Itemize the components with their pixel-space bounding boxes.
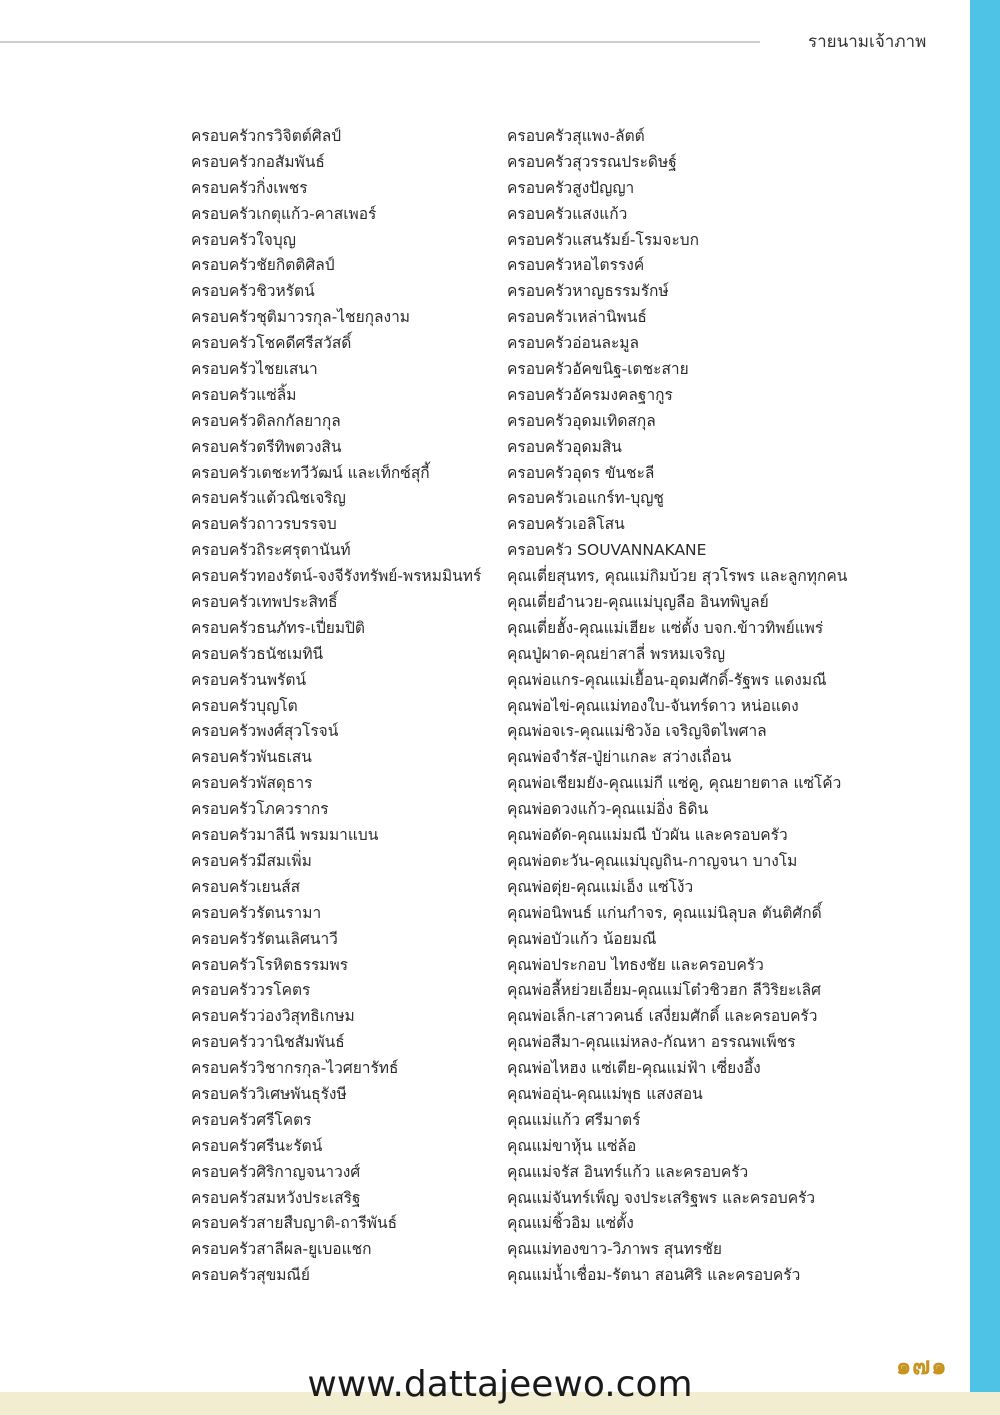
list-item: ครอบครัวสูงปัญญา bbox=[507, 178, 635, 197]
list-item: คุณพ่ออุ่น-คุณแม่พุธ แสงสอน bbox=[507, 1084, 703, 1103]
list-item: ครอบครัวอัคขนิฐ-เตชะสาย bbox=[507, 360, 689, 379]
list-item: ครอบครัวพันธเสน bbox=[191, 748, 312, 767]
list-item: ครอบครัววานิชสัมพันธ์ bbox=[191, 1033, 345, 1052]
list-item: ครอบครัวเยนส์ส bbox=[191, 877, 301, 896]
list-item: ครอบครัวกรวิจิตต์ศิลป์ bbox=[191, 127, 342, 145]
list-item: ครอบครัวชิวหรัตน์ bbox=[191, 282, 315, 301]
list-item: ครอบครัวเอลิโสน bbox=[507, 515, 625, 534]
list-item: คุณแม่ทองขาว-วิภาพร สุนทรชัย bbox=[507, 1240, 722, 1259]
list-item: ครอบครัวเทพประสิทธิ์ bbox=[191, 593, 338, 612]
list-item: ครอบครัวอุดมสิน bbox=[507, 437, 622, 456]
list-item: คุณแม่จรัส อินทร์แก้ว และครอบครัว bbox=[507, 1162, 749, 1181]
list-item: ครอบครัวตรีทิพตวงสิน bbox=[191, 437, 342, 456]
list-item: คุณพ่อจเร-คุณแม่ชิวง้อ เจริญจิตไพศาล bbox=[507, 722, 767, 741]
list-item: คุณเตี่ยอำนวย-คุณแม่บุญลือ อินทพิบูลย์ bbox=[507, 593, 769, 612]
list-item: ครอบครัวธนัชเมทินี bbox=[191, 644, 324, 663]
list-item: ครอบครัววิเศษพันธุรังษี bbox=[191, 1084, 347, 1103]
list-item: ครอบครัววรโคตร bbox=[191, 981, 311, 1000]
list-item: ครอบครัวศรีนะรัตน์ bbox=[191, 1136, 323, 1155]
list-item: ครอบครัวแซ่ลิ้ม bbox=[191, 385, 297, 404]
list-item: ครอบครัวบุญโต bbox=[191, 696, 298, 715]
list-item: ครอบครัวอ่อนละมูล bbox=[507, 334, 639, 353]
list-item: ครอบครัวอุดร ขันชะลี bbox=[507, 463, 655, 482]
list-item: คุณพ่อเล็ก-เสาวคนธ์ เสงี่ยมศักดิ์ และครอบครัว bbox=[507, 1007, 818, 1026]
list-item: คุณพ่อบัวแก้ว น้อยมณี bbox=[507, 929, 657, 948]
list-item: ครอบครัวว่องวิสุทธิเกษม bbox=[191, 1007, 355, 1026]
list-item: ครอบครัววิชากรกุล-ไวศยารัทธ์ bbox=[191, 1059, 399, 1078]
list-item: ครอบครัวแต้วณิชเจริญ bbox=[191, 489, 346, 508]
list-item: ครอบครัวสุแพง-ลัตต์ bbox=[507, 127, 645, 145]
right-name-list bbox=[507, 124, 947, 1289]
list-item: คุณปู่ผาด-คุณย่าสาลี่ พรหมเจริญ bbox=[507, 644, 726, 663]
list-item: ครอบครัวแสงแก้ว bbox=[507, 204, 628, 223]
list-item: ครอบครัวศรีโคตร bbox=[191, 1110, 312, 1129]
list-item: คุณเตี่ยสุนทร, คุณแม่กิมบ้วย สุวโรพร และลูกทุกคน bbox=[507, 567, 848, 586]
list-item: คุณพ่อตุ่ย-คุณแม่เอ็ง แซ่โง้ว bbox=[507, 877, 694, 896]
list-item: ครอบครัวสายสืบญาติ-ถารีพันธ์ bbox=[191, 1214, 398, 1233]
list-item: ครอบครัวกิ่งเพชร bbox=[191, 178, 308, 197]
list-item: ครอบครัวพงศ์สุวโรจน์ bbox=[191, 722, 339, 741]
header-divider bbox=[0, 41, 760, 43]
list-item: คุณแม่ขาหุ้น แซ่ล้อ bbox=[507, 1136, 637, 1155]
list-item: ครอบครัวเหล่านิพนธ์ bbox=[507, 308, 647, 327]
list-item: ครอบครัวดิลกกัลยากุล bbox=[191, 411, 341, 430]
list-item: ครอบครัวธนภัทร-เปี่ยมปิติ bbox=[191, 618, 365, 637]
list-item: ครอบครัวใจบุญ bbox=[191, 230, 296, 249]
list-item: ครอบครัวสาลีผล-ยูเบอแชก bbox=[191, 1240, 372, 1259]
list-item: ครอบครัวรัตนเลิศนาวี bbox=[191, 929, 338, 948]
list-item: คุณพ่อดวงแก้ว-คุณแม่อิ่ง ธิดิน bbox=[507, 800, 709, 819]
list-item: ครอบครัวเกตุแก้ว-คาสเพอร์ bbox=[191, 204, 377, 223]
list-item: ครอบครัวอัครมงคลฐากูร bbox=[507, 385, 673, 404]
list-item: ครอบครัวชัยกิตติศิลป์ bbox=[191, 256, 335, 275]
list-item: ครอบครัวโภควรากร bbox=[191, 800, 329, 819]
list-item: คุณพ่อลี้หย่วยเอี่ยม-คุณแม่โต๋วชิวฮก ลีวิริยะเลิศ bbox=[507, 981, 821, 1000]
list-item: คุณพ่อจำรัส-ปู่ย่าแกละ สว่างเถื่อน bbox=[507, 748, 732, 767]
list-item: คุณแม่จันทร์เพ็ญ จงประเสริฐพร และครอบครัว bbox=[507, 1188, 816, 1207]
list-item: คุณพ่อตะวัน-คุณแม่บุญถิน-กาญจนา บางโม bbox=[507, 851, 798, 870]
list-item: คุณพ่อนิพนธ์ แก่นกำจร, คุณแม่นิลุบล ตันติศักดิ์ bbox=[507, 903, 822, 922]
side-accent-bar bbox=[970, 0, 1000, 1392]
list-item: คุณแม่น้ำเชื่อม-รัตนา สอนศิริ และครอบครัว bbox=[507, 1266, 801, 1285]
list-item: ครอบครัวไชยเสนา bbox=[191, 360, 318, 379]
list-item: ครอบครัวแสนรัมย์-โรมจะบก bbox=[507, 230, 700, 249]
list-item: ครอบครัวมีสมเพิ่ม bbox=[191, 851, 312, 870]
list-item: ครอบครัว SOUVANNAKANE bbox=[507, 541, 707, 560]
website-watermark: www.dattajeewo.com bbox=[307, 1364, 693, 1405]
list-item: ครอบครัวชุติมาวรกุล-ไชยกุลงาม bbox=[191, 308, 411, 327]
list-item: ครอบครัวกอสัมพันธ์ bbox=[191, 152, 325, 171]
list-item: คุณพ่อประกอบ ไทธงชัย และครอบครัว bbox=[507, 955, 764, 974]
list-item: ครอบครัวเอแกร์ท-บุญชู bbox=[507, 489, 664, 508]
list-item: ครอบครัวอุดมเทิดสกุล bbox=[507, 411, 656, 430]
page-title: รายนามเจ้าภาพ bbox=[808, 32, 927, 52]
list-item: ครอบครัวรัตนรามา bbox=[191, 903, 322, 922]
list-item: ครอบครัวหอไตรรงค์ bbox=[507, 256, 645, 275]
list-item: คุณแม่แก้ว ศรีมาตร์ bbox=[507, 1110, 641, 1129]
list-item: ครอบครัวเตชะทวีวัฒน์ และเท็กซ์สุกี้ bbox=[191, 463, 430, 482]
left-name-list bbox=[191, 124, 501, 1289]
list-item: ครอบครัวสุขมณีย์ bbox=[191, 1266, 310, 1285]
list-item: ครอบครัวถิระศรุตานันท์ bbox=[191, 541, 351, 560]
list-item: ครอบครัวถาวรบรรจบ bbox=[191, 515, 337, 534]
list-item: คุณพ่อเชียมยัง-คุณแม่กี แซ่คู, คุณยายตาล แซ่โค้ว bbox=[507, 774, 842, 793]
page-number: ๑๗๑ bbox=[896, 1352, 948, 1380]
list-item: คุณพ่อแกร-คุณแม่เยื้อน-อุดมศักดิ์-รัฐพร แดงมณี bbox=[507, 670, 827, 689]
list-item: คุณพ่อดัด-คุณแม่มณี บัวผัน และครอบครัว bbox=[507, 826, 788, 845]
list-item: ครอบครัวโรหิตธรรมพร bbox=[191, 955, 349, 974]
list-item: ครอบครัวหาญธรรมรักษ์ bbox=[507, 282, 669, 301]
list-item: คุณพ่อไข่-คุณแม่ทองใบ-จันทร์ดาว หน่อแดง bbox=[507, 696, 799, 715]
list-item: ครอบครัวพัสดุธาร bbox=[191, 774, 313, 793]
list-item: คุณพ่อไหฮง แซ่เตีย-คุณแม่ฟ้า เซี่ยงอึ้ง bbox=[507, 1059, 761, 1078]
list-item: ครอบครัวโชคดีศรีสวัสดิ์ bbox=[191, 334, 352, 353]
list-item: ครอบครัวศิริกาญจนาวงศ์ bbox=[191, 1162, 361, 1181]
list-item: คุณแม่ชิ้วอิม แซ่ตั้ง bbox=[507, 1214, 634, 1233]
list-item: ครอบครัวมาลีนี พรมมาแบน bbox=[191, 826, 379, 845]
list-item: คุณเตี่ยฮั้ง-คุณแม่เฮียะ แซ่ตั้ง บจก.ข้าวทิพย์แพร่ bbox=[507, 618, 824, 637]
list-item: ครอบครัวทองรัตน์-จงจีรังทรัพย์-พรหมมินทร์ bbox=[191, 567, 482, 586]
list-item: คุณพ่อสีมา-คุณแม่หลง-กัณหา อรรณพเพ็ชร bbox=[507, 1033, 796, 1052]
list-item: ครอบครัวสุวรรณประดิษฐ์ bbox=[507, 152, 677, 171]
list-item: ครอบครัวนพรัตน์ bbox=[191, 670, 307, 689]
list-item: ครอบครัวสมหวังประเสริฐ bbox=[191, 1188, 361, 1207]
